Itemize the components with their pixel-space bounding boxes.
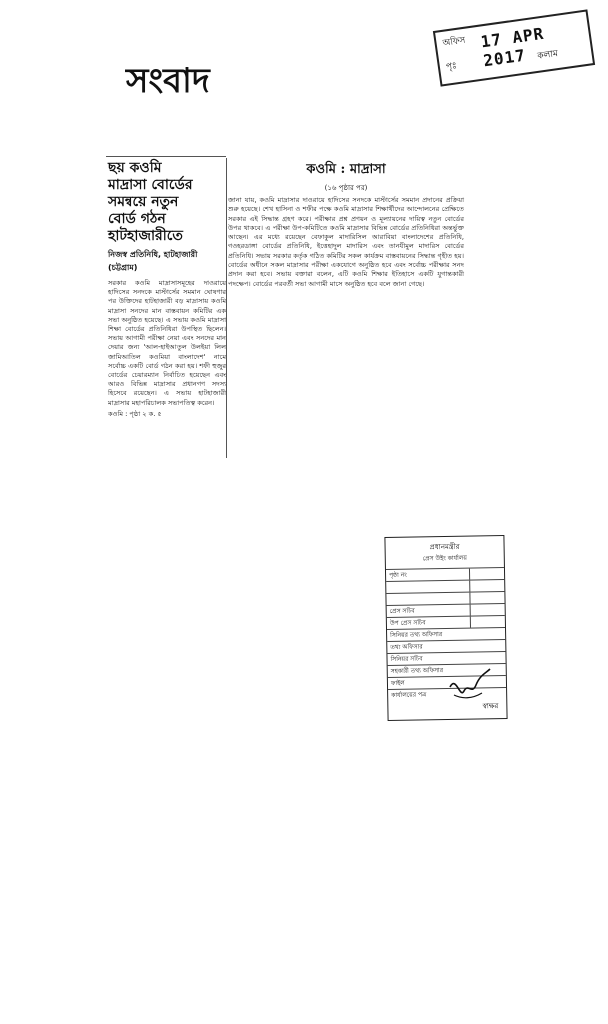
headline-line: মাদ্রাসা বোর্ডের — [108, 177, 193, 193]
form-row: সহকারী তথ্য অফিসার — [388, 663, 506, 677]
stamp-date: 17 APR 2017 — [479, 23, 546, 71]
headline-line: ছয় কওমি — [108, 160, 162, 176]
form-row: সিনিয়র তথ্য অফিসার — [387, 627, 505, 641]
article-body: জানা যায়, কওমি মাদ্রাসার দাওরায়ে হাদিসের সনদকে মাস্টার্সের সমমান প্রদানের প্রক্রিয়া শুরু হয়েছে। শেখ হাসিনা ও শফীর পক্ষে কওমি মাদ্রাসার শিক্ষার্থীদের আন্দোলনের প্রেক্ষিতে সরকার এই সিদ্ধান্ত গ্রহণ করে। পরীক্ষার প্রশ্ন প্রণয়ন ও মূল্যায়নের দায়িত্ব নতুন বোর্ডের উপর থাকবে। এ পরীক্ষা উপ-কমিটিতে কওমি মাদ্রাসার বিভিন্ন বোর্ডের প্রতিনিধিরা অন্তর্ভুক্ত আছেন। এর মধ্যে রয়েছেন বেফাকুল মাদারিসিল আরাবিয়া বাংলাদেশের প্রতিনিধি, গওহরডাঙ্গা বোর্ডের প্রতিনিধি, ইত্তেহাদুল মাদারিস এবং তানযীমুল মাদারিস বোর্ডের প্রতিনিধি। সভায় সরকার কর্তৃক গঠিত কমিটির সকল কার্যক্রম বাস্তবায়নের সিদ্ধান্ত গৃহীত হয়। বোর্ডের অধীনে সকল মাদ্রাসার পরীক্ষা একযোগে অনুষ্ঠিত হবে এবং সর্বোচ্চ পরীক্ষার সনদ প্রদান করা হবে। সভায় বক্তারা বলেন, এটি কওমি শিক্ষার ইতিহাসে একটি যুগান্তকারী পদক্ষেপ। বোর্ডের পরবর্তী সভা আগামী মাসে অনুষ্ঠিত হবে বলে জানা গেছে। — [228, 196, 464, 288]
headline-line: সমন্বয়ে নতুন — [108, 194, 179, 210]
column-divider — [226, 158, 227, 458]
stamp-label-office: অফিস — [442, 35, 467, 49]
form-subheader: প্রেস উইং কার্যালয় — [422, 554, 467, 563]
form-row: প্রেস সচিব — [387, 603, 505, 617]
article-body: সরকার কওমি মাদ্রাসাসমূহের দাওরায়ে হাদিসের সনদকে মাস্টার্সের সমমান ঘোষণার পর উক্তিদের হাটহাজারী বড় মাদ্রাসায় কওমি মাদ্রাসা সনদের মান বাস্তবায়ন কমিটির এক সভা অনুষ্ঠিত হয়েছে। এ সভায় কওমি মাদ্রাসা শিক্ষা বোর্ডের প্রতিনিধিরা উপস্থিত ছিলেন। সভায় আগামী পরীক্ষা নেয়া এবং সনদের মান দেয়ার জন্য 'আল-হাইআতুল উলইয়া লিল জামিআতিল কওমিয়া বাংলাদেশ' নামে সর্বোচ্চ একটি বোর্ড গঠন করা হয়। শফী হুজুর বোর্ডের চেয়ারম্যান নির্বাচিত হয়েছেন এবং আরও বিভিন্ন মাদ্রাসার প্রধানগণ সদস্য হিসেবে রয়েছেন। এ সভায় হাটহাজারী মাদ্রাসার মহাপরিচালক সভাপতিত্ব করেন। — [108, 279, 226, 407]
form-row: সিনিয়র সচিব — [387, 651, 505, 665]
continued-from: (১৬ পৃষ্ঠার পর) — [324, 184, 368, 192]
date-stamp — [433, 9, 595, 86]
form-row: উপ প্রেস সচিব — [387, 615, 505, 629]
headline-line: হাটহাজারীতে — [108, 228, 183, 244]
newspaper-name: সংবাদ — [126, 61, 210, 101]
form-row: কার্যালয়ের পত্র — [388, 687, 506, 701]
clipping-edge — [106, 156, 226, 157]
form-header: প্রধানমন্ত্রীর — [429, 542, 460, 552]
byline: নিজস্ব প্রতিনিধি, হাটহাজারী (চট্টগ্রাম) — [108, 250, 198, 272]
stamp-label-page: পৃঃ — [445, 61, 458, 73]
form-row: তথ্য অফিসার — [387, 639, 505, 653]
article-headline — [108, 160, 226, 245]
form-row: ফাইল — [388, 675, 506, 689]
continued-note: কওমি : পৃষ্ঠা ২ ক. ৫ — [108, 409, 162, 418]
article-right — [228, 160, 464, 289]
headline-line: বোর্ড গঠন — [108, 211, 166, 227]
stamp-label-column: কলাম — [536, 48, 559, 62]
article-left — [108, 160, 226, 419]
signature-mark — [446, 665, 492, 705]
form-row: পৃষ্ঠা নং — [386, 567, 504, 581]
form-footer: স্বাক্ষর — [482, 702, 499, 711]
article-title: কওমি : মাদ্রাসা — [306, 162, 386, 177]
